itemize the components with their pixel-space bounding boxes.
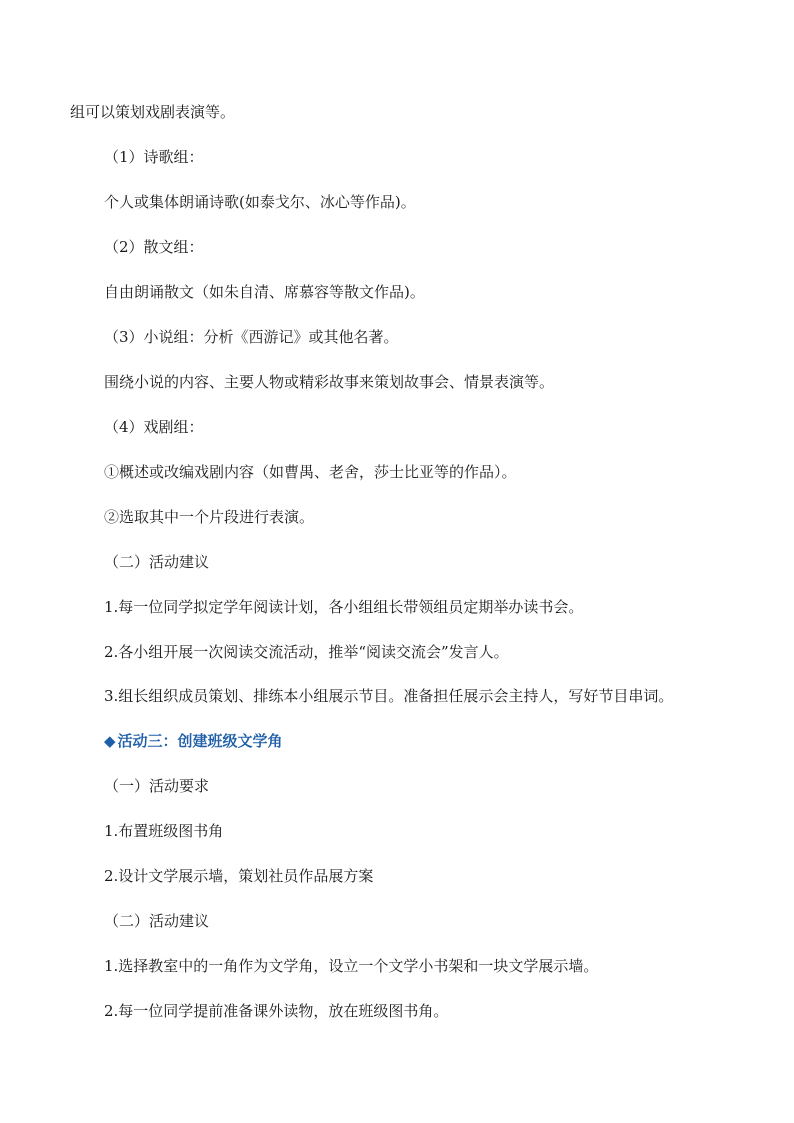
text-line: 2.每一位同学提前准备课外读物，放在班级图书角。 — [104, 1002, 449, 1020]
text-line: 1.布置班级图书角 — [104, 822, 224, 840]
text-line: （二）活动建议 — [104, 553, 210, 571]
text-line: 2.各小组开展一次阅读交流活动，推举“阅读交流会”发言人。 — [104, 643, 509, 661]
text-line: ①概述或改编戏剧内容（如曹禺、老舍，莎士比亚等的作品）。 — [104, 463, 517, 481]
text-line: 围绕小说的内容、主要人物或精彩故事来策划故事会、情景表演等。 — [104, 373, 555, 391]
text-line: （一）活动要求 — [104, 777, 210, 795]
text-line: 组可以策划戏剧表演等。 — [70, 103, 236, 121]
text-line: （二）活动建议 — [104, 912, 210, 930]
text-line: （4）戏剧组： — [104, 418, 204, 436]
diamond-bullet-icon: ◆ — [104, 732, 116, 750]
text-line: 自由朗诵散文（如朱自清、席慕容等散文作品)。 — [104, 283, 425, 301]
text-line: （3）小说组：分析《西游记》或其他名著。 — [104, 328, 399, 346]
text-line: 3.组长组织成员策划、排练本小组展示节目。准备担任展示会主持人，写好节目串词。 — [104, 687, 674, 705]
text-line: 个人或集体朗诵诗歌(如泰戈尔、冰心等作品)。 — [104, 193, 416, 211]
text-line: ②选取其中一个片段进行表演。 — [104, 508, 315, 526]
text-line: （2）散文组： — [104, 238, 204, 256]
section-heading-text: 活动三：创建班级文学角 — [117, 732, 283, 750]
text-line: 1.选择教室中的一角作为文学角，设立一个文学小书架和一块文学展示墙。 — [104, 957, 599, 975]
text-line: 2.设计文学展示墙，策划社员作品展方案 — [104, 867, 374, 885]
section-heading — [104, 731, 283, 751]
text-line: 1.每一位同学拟定学年阅读计划，各小组组长带领组员定期举办读书会。 — [104, 598, 584, 616]
text-line: （1）诗歌组： — [104, 148, 204, 166]
